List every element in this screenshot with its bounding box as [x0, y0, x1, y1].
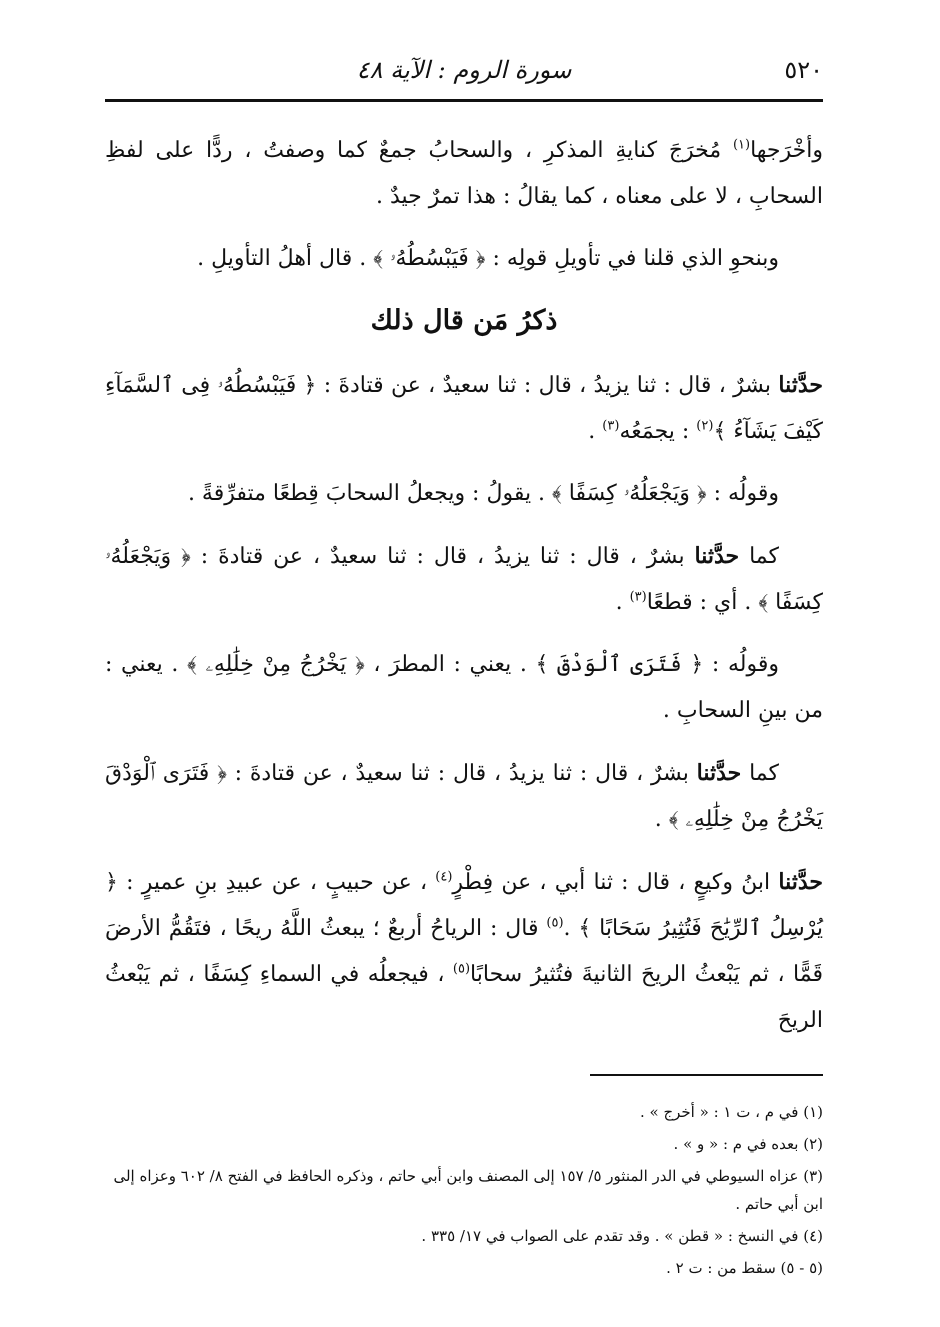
- text-span: ، عن حبيبٍ ، عن عبيدِ بنِ عميرٍ :: [117, 870, 436, 895]
- footnote-ref: (٤): [435, 869, 453, 885]
- paragraph-5: [105, 533, 823, 626]
- paragraph-4: [105, 471, 823, 517]
- footnote-1: (١) في م ، ت ١ : « أخرج » .: [639, 1103, 823, 1121]
- main-text: [105, 128, 823, 1060]
- quran-quote: ﴿ فَتَرَى ٱلْوَدْقَ يَخْرُجُ مِنْ خِلَٰلِهِۦ ﴾: [105, 761, 823, 832]
- quran-quote: ﴿ فَتَرَى ٱلْوَدْقَ ﴾: [535, 652, 704, 677]
- paragraph-8: [105, 859, 823, 1044]
- text-span: .: [563, 916, 579, 941]
- paragraph-3: [105, 362, 823, 455]
- text-span: . أي : قطعًا: [646, 590, 759, 615]
- text-span: بشرٌ ، قال : ثنا يزيدُ ، قال : ثنا سعيدٌ ، عن قتادةَ :: [190, 544, 695, 569]
- quran-quote: ﴿ وَيَجْعَلُهُۥ كِسَفًا ﴾: [105, 544, 823, 615]
- text-span: . يقولُ : ويجعلُ السحابَ قِطعًا متفرِّقةً .: [187, 481, 553, 506]
- text-span: وبنحوِ الذي قلنا في تأويلِ قولِه :: [485, 246, 779, 271]
- footnote-ref: (٣): [602, 418, 620, 434]
- text-span: . يعني : المطرَ ،: [364, 652, 536, 677]
- quran-quote: ﴿ فَيَبْسُطُهُۥ فِى ٱلسَّمَآءِ كَيْفَ يَشَآءُ ﴾: [105, 373, 823, 444]
- text-span: .: [615, 590, 630, 615]
- footnotes: [105, 1098, 823, 1286]
- text-span: كما: [741, 761, 779, 786]
- paragraph-6: [105, 642, 823, 734]
- text-span: وقولُه :: [706, 481, 779, 506]
- text-span: .: [588, 419, 603, 444]
- footnote-5: (٥ - ٥) سقط من : ت ٢ .: [666, 1259, 823, 1277]
- text-span: : يجمَعُه: [619, 419, 697, 444]
- text-span: قال : الرياحُ أربعٌ ؛ يبعثُ اللَّهُ ريحًا ، فتَقُمُّ الأرضَ قَمًّا ، ثم يَبْعثُ الريحَ الثانيةَ فتُثيرُ سحابًا: [105, 916, 823, 987]
- narration-keyword: حدَّثنا: [778, 372, 823, 398]
- footnote-ref: (٥): [452, 961, 471, 977]
- quran-quote: ﴿ فَيَبْسُطُهُۥ ﴾: [373, 246, 486, 271]
- text-span: بشرٌ ، قال : ثنا يزيدُ ، قال : ثنا سعيدٌ ، عن قتادةَ :: [226, 761, 697, 786]
- narration-keyword: حدَّثنا: [778, 869, 824, 895]
- text-span: مُخرَجَ كنايةِ المذكرِ ، والسحابُ جمعٌ كما وصفتُ ، ردًّا على لفظِ السحابِ ، لا على معناه ، كما يقالُ : هذا تمرٌ جيدٌ .: [105, 138, 823, 209]
- page-header: [105, 50, 823, 98]
- narration-keyword: حدَّثنا: [694, 543, 740, 569]
- page-number: ٥٢٠: [784, 56, 823, 84]
- paragraph-1: [105, 128, 823, 220]
- narration-keyword: حدَّثنا: [696, 760, 742, 786]
- footnote-ref: (٥): [546, 915, 564, 931]
- paragraph-2: [105, 236, 823, 282]
- footnote-rule: [590, 1074, 823, 1076]
- text-span: .: [654, 807, 669, 832]
- quran-quote: ﴿ يَخْرُجُ مِنْ خِلَٰلِهِۦ ﴾: [187, 652, 365, 677]
- text-span: . قال أهلُ التأويلِ .: [197, 246, 374, 271]
- footnote-3: (٣) عزاه السيوطي في الدر المنثور ٥/ ١٥٧ إلى المصنف وابن أبي حاتم ، وذكره الحافظ في الفتح ٨/ ٦٠٢ وعزاه إلى ابن أبي حاتم .: [113, 1167, 823, 1213]
- footnote-ref: (٢): [696, 418, 714, 434]
- text-span: ، فيجعلُه في السماءِ كِسَفًا ، ثم يَبْعثُ الريحَ: [105, 962, 823, 1033]
- text-span: وقولُه :: [703, 652, 779, 677]
- text-span: ابنُ وكيعٍ ، قال : ثنا أبي ، عن فِطْرٍ: [452, 870, 779, 895]
- running-title: سورة الروم : الآية ٤٨: [356, 56, 572, 84]
- text-span: بشرٌ ، قال : ثنا يزيدُ ، قال : ثنا سعيدٌ ، عن قتادةَ :: [316, 373, 779, 398]
- text-span: وأخْرَجها: [750, 138, 823, 163]
- section-heading: ذكرُ مَن قال ذلك: [370, 305, 558, 336]
- footnote-ref: (١): [732, 137, 751, 153]
- quran-quote: ﴿ يُرْسِلُ ٱلرِّيَٰحَ فَتُثِيرُ سَحَابًا ﴾: [105, 870, 823, 941]
- text-span: . يعني : من بينِ السحابِ .: [105, 652, 823, 723]
- paragraph-7: [105, 750, 823, 843]
- quran-quote: ﴿ وَيَجْعَلُهُۥ كِسَفًا ﴾: [552, 481, 707, 506]
- footnote-4: (٤) في النسخ : « قطن » . وقد تقدم على الصواب في ١٧/ ٣٣٥ .: [421, 1227, 823, 1245]
- text-span: كما: [739, 544, 779, 569]
- header-rule: [105, 99, 823, 102]
- footnote-2: (٢) بعده في م : « و » .: [673, 1135, 823, 1153]
- footnote-ref: (٣): [629, 589, 647, 605]
